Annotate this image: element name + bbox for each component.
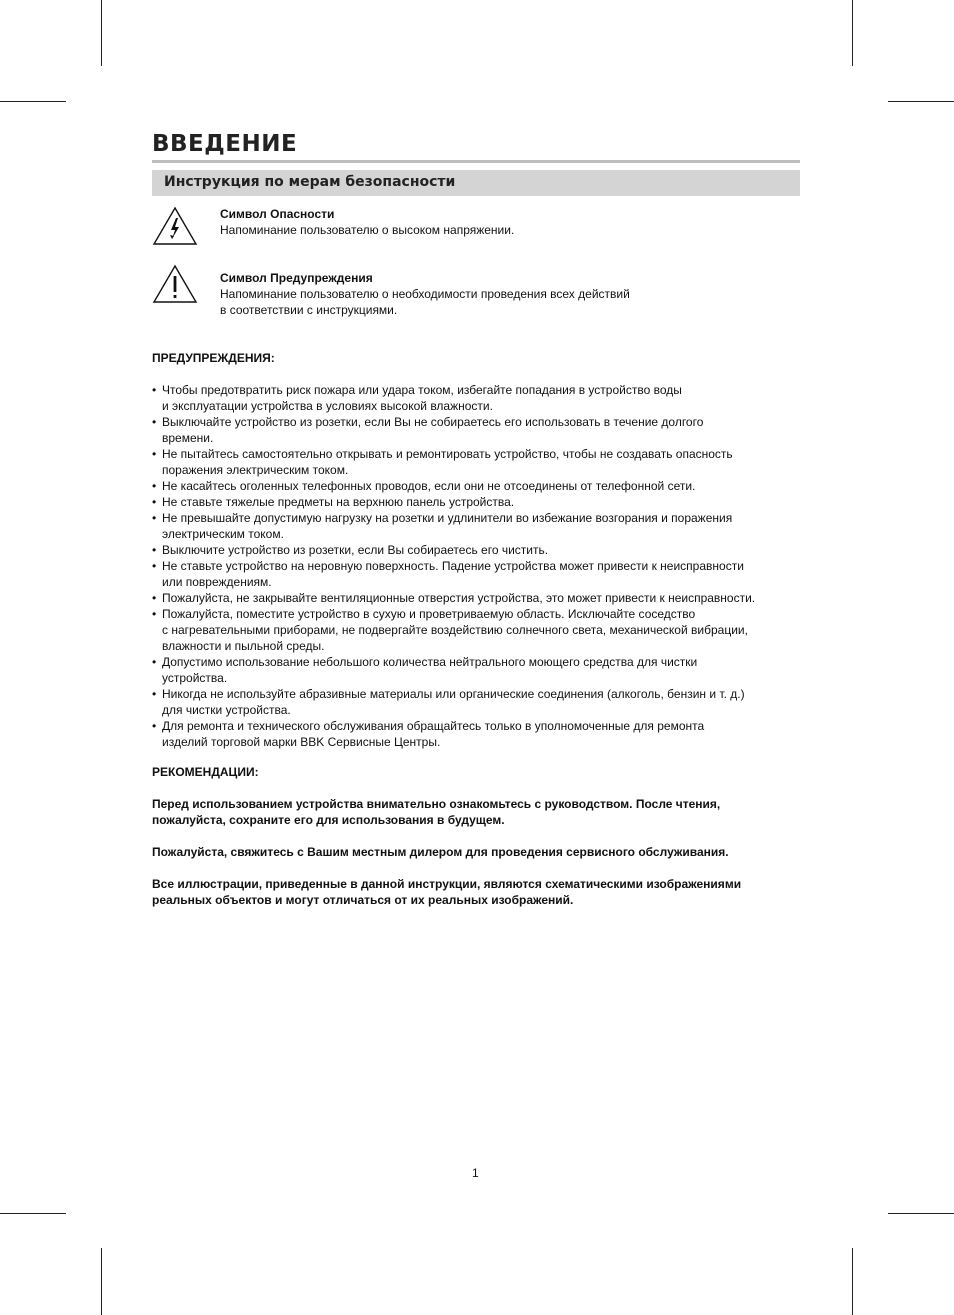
crop-mark [0, 1213, 66, 1214]
bullet: • [152, 383, 157, 397]
warning-text-line: Для ремонта и технического обслуживания обращайтесь только в уполномоченные для ремонта [162, 719, 705, 733]
warning-text-line: влажности и пыльной среды. [162, 639, 325, 653]
warning-text-line: Не касайтесь оголенных телефонных проводов, если они не отсоединены от телефонной сети. [162, 479, 696, 493]
page-number: 1 [472, 1166, 479, 1180]
warning-text-line: электрическим током. [162, 527, 284, 541]
warning-item [152, 606, 812, 654]
warning-item [152, 414, 812, 446]
warning-text-line: для чистки устройства. [162, 703, 291, 717]
caution-symbol-text [220, 270, 630, 318]
warning-text-line: Пожалуйста, не закрывайте вентиляционные отверстия устройства, это может привести к неисправности. [162, 591, 756, 605]
warning-text-line: Не пытайтесь самостоятельно открывать и ремонтировать устройство, чтобы не создавать опасность [162, 447, 733, 461]
page-title: ВВЕДЕНИЕ [152, 131, 298, 157]
warning-item [152, 590, 812, 606]
bullet: • [152, 479, 157, 493]
bullet: • [152, 511, 157, 525]
danger-symbol-text [220, 206, 514, 238]
crop-mark [852, 1248, 853, 1315]
bullet: • [152, 607, 157, 621]
section-bar [152, 170, 800, 196]
section-title: Инструкция по мерам безопасности [164, 174, 456, 190]
warning-text-line: времени. [162, 431, 214, 445]
recommendation-text-line: Пожалуйста, свяжитесь с Вашим местным дилером для проведения сервисного обслуживания. [152, 845, 729, 859]
warning-item [152, 478, 812, 494]
warning-item [152, 686, 812, 718]
bullet: • [152, 559, 157, 573]
recommendation-paragraph [152, 796, 812, 828]
warning-text-line: Выключайте устройство из розетки, если Вы не собираетесь его использовать в течение долгого [162, 415, 704, 429]
warning-text-line: Не ставьте устройство на неровную поверхность. Падение устройства может привести к неисправности [162, 559, 744, 573]
recommendations-heading: РЕКОМЕНДАЦИИ: [152, 765, 259, 779]
bullet: • [152, 495, 157, 509]
warning-text-line: и эксплуатации устройства в условиях высокой влажности. [162, 399, 493, 413]
recommendation-text-line: Все иллюстрации, приведенные в данной инструкции, являются схематическими изображениями [152, 877, 742, 891]
warning-item [152, 494, 812, 510]
bullet: • [152, 655, 157, 669]
recommendation-text-line: реальных объектов и могут отличаться от их реальных изображений. [152, 893, 574, 907]
recommendation-paragraph [152, 876, 812, 908]
warnings-list [152, 382, 812, 750]
warnings-heading: ПРЕДУПРЕЖДЕНИЯ: [152, 351, 275, 365]
recommendation-text-line: Перед использованием устройства внимательно ознакомьтесь с руководством. После чтения, [152, 797, 721, 811]
crop-mark [852, 0, 853, 66]
warning-text-line: устройства. [162, 671, 228, 685]
warning-item [152, 654, 812, 686]
warning-item [152, 510, 812, 542]
warning-text-line: изделий торговой марки BBK Сервисные Центры. [162, 735, 441, 749]
warning-text-line: поражения электрическим током. [162, 463, 349, 477]
warning-text-line: Допустимо использование небольшого количества нейтрального моющего средства для чистки [162, 655, 698, 669]
bullet: • [152, 719, 157, 733]
lightning-warning-icon [152, 206, 198, 248]
warning-item [152, 542, 812, 558]
warning-item [152, 558, 812, 590]
warning-text-line: с нагревательными приборами, не подвергайте воздействию солнечного света, механической вибрации, [162, 623, 748, 637]
danger-symbol-description: Напоминание пользователю о высоком напряжении. [220, 223, 515, 237]
crop-mark [101, 1248, 102, 1315]
bullet: • [152, 543, 157, 557]
bullet: • [152, 415, 157, 429]
danger-symbol-title: Символ Опасности [220, 207, 335, 221]
warning-text-line: Никогда не используйте абразивные материалы или органические соединения (алкоголь, бензин и т. д.) [162, 687, 745, 701]
warning-text-line: Не превышайте допустимую нагрузку на розетки и удлинители во избежание возгорания и поражения [162, 511, 733, 525]
caution-symbol-title: Символ Предупреждения [220, 271, 373, 285]
recommendation-text-line: пожалуйста, сохраните его для использования в будущем. [152, 813, 505, 827]
bullet: • [152, 447, 157, 461]
warning-item [152, 718, 812, 750]
crop-mark [101, 0, 102, 66]
warning-text-line: Выключите устройство из розетки, если Вы собираетесь его чистить. [162, 543, 549, 557]
warning-text-line: Не ставьте тяжелые предметы на верхнюю панель устройства. [162, 495, 515, 509]
crop-mark [888, 1213, 954, 1214]
caution-symbol-description-line: в соответствии с инструкциями. [220, 303, 398, 317]
warning-item [152, 446, 812, 478]
recommendation-paragraph [152, 844, 812, 860]
warning-text-line: Пожалуйста, поместите устройство в сухую и проветриваемую область. Исключайте соседство [162, 607, 696, 621]
bullet: • [152, 687, 157, 701]
warning-text-line: или повреждениям. [162, 575, 272, 589]
warning-text-line: Чтобы предотвратить риск пожара или удара током, избегайте попадания в устройство воды [162, 383, 682, 397]
crop-mark [0, 101, 66, 102]
exclamation-warning-icon [152, 264, 198, 306]
danger-symbol-block [152, 206, 752, 246]
crop-mark [888, 101, 954, 102]
bullet: • [152, 591, 157, 605]
title-rule [152, 160, 800, 163]
caution-symbol-block [152, 270, 752, 320]
caution-symbol-description-line: Напоминание пользователю о необходимости проведения всех действий [220, 287, 630, 301]
warning-item [152, 382, 812, 414]
